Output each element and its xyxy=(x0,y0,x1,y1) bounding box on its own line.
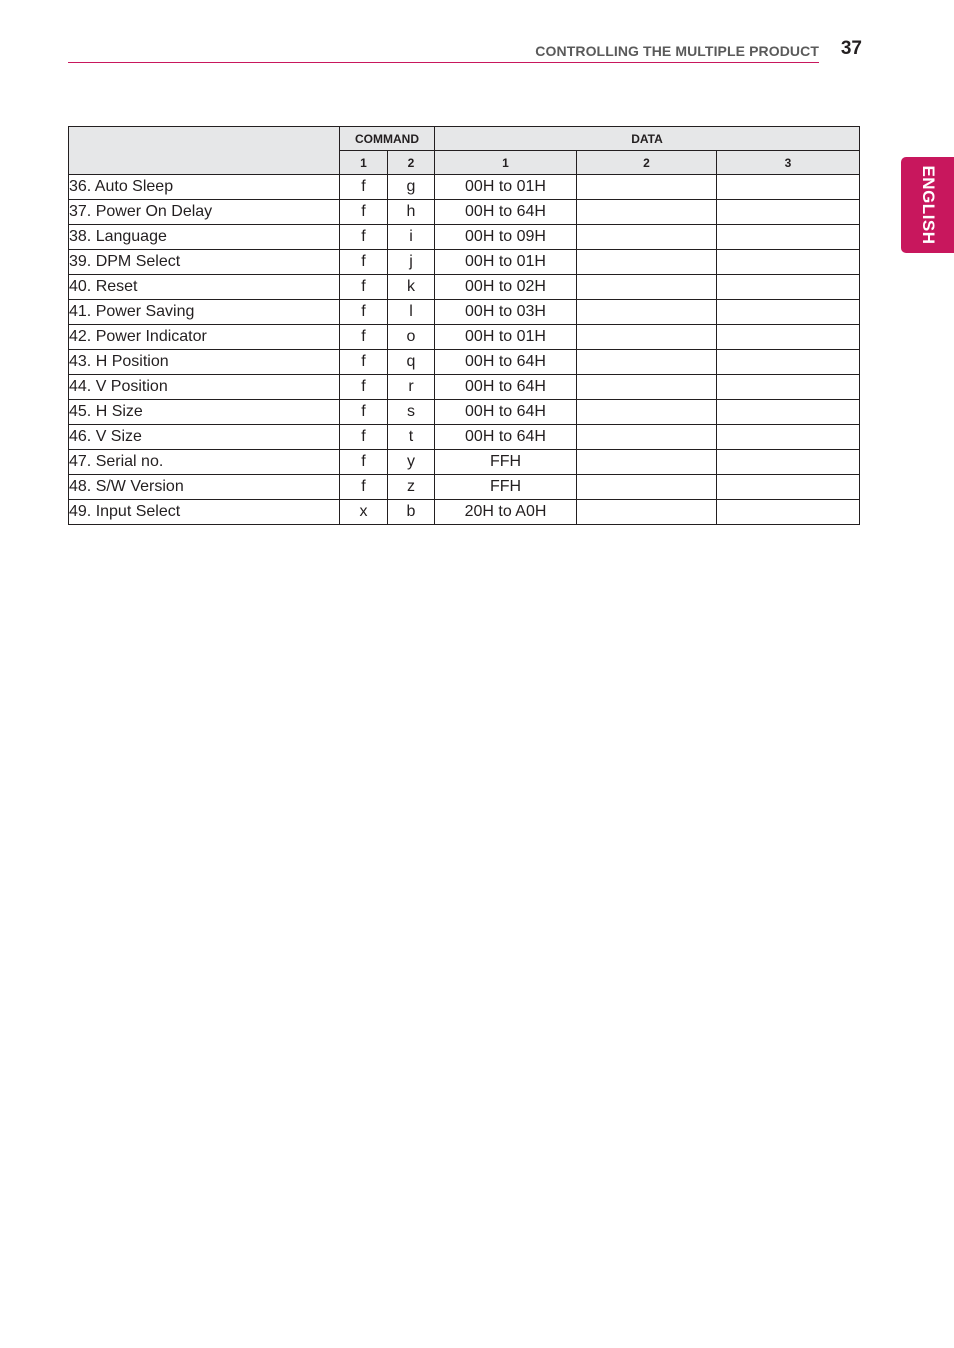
data-1-cell: 00H to 64H xyxy=(435,400,577,425)
data-group-header: DATA xyxy=(435,127,860,151)
data-3-cell xyxy=(717,325,860,350)
command-1-cell: f xyxy=(340,200,388,225)
command-1-cell: f xyxy=(340,450,388,475)
command-2-cell: t xyxy=(388,425,435,450)
header-divider xyxy=(68,62,819,63)
command-2-cell: i xyxy=(388,225,435,250)
data-1-cell: 00H to 64H xyxy=(435,350,577,375)
command-2-cell: o xyxy=(388,325,435,350)
function-cell: 42. Power Indicator xyxy=(69,325,340,350)
function-cell: 43. H Position xyxy=(69,350,340,375)
command-1-cell: f xyxy=(340,300,388,325)
data-1-cell: FFH xyxy=(435,475,577,500)
table-body xyxy=(69,175,860,525)
function-cell: 38. Language xyxy=(69,225,340,250)
data-2-cell xyxy=(577,375,717,400)
command-2-cell: l xyxy=(388,300,435,325)
data-2-header: 2 xyxy=(577,151,717,175)
function-cell: 44. V Position xyxy=(69,375,340,400)
data-3-cell xyxy=(717,225,860,250)
table-row xyxy=(69,325,860,350)
table-row xyxy=(69,350,860,375)
data-2-cell xyxy=(577,500,717,525)
command-2-cell: j xyxy=(388,250,435,275)
function-cell: 40. Reset xyxy=(69,275,340,300)
table-row xyxy=(69,400,860,425)
data-1-cell: 00H to 64H xyxy=(435,200,577,225)
data-2-cell xyxy=(577,225,717,250)
data-3-cell xyxy=(717,375,860,400)
data-3-cell xyxy=(717,350,860,375)
command-1-cell: f xyxy=(340,375,388,400)
command-1-cell: f xyxy=(340,425,388,450)
data-2-cell xyxy=(577,175,717,200)
command-1-cell: f xyxy=(340,275,388,300)
data-2-cell xyxy=(577,450,717,475)
data-3-cell xyxy=(717,500,860,525)
table-row xyxy=(69,250,860,275)
command-2-cell: k xyxy=(388,275,435,300)
function-cell: 39. DPM Select xyxy=(69,250,340,275)
function-cell: 48. S/W Version xyxy=(69,475,340,500)
table-row xyxy=(69,375,860,400)
command-2-cell: b xyxy=(388,500,435,525)
command-2-header: 2 xyxy=(388,151,435,175)
command-2-cell: z xyxy=(388,475,435,500)
function-cell: 46. V Size xyxy=(69,425,340,450)
command-2-cell: h xyxy=(388,200,435,225)
data-3-cell xyxy=(717,300,860,325)
function-header-cell xyxy=(69,127,340,175)
data-3-header: 3 xyxy=(717,151,860,175)
table-row xyxy=(69,450,860,475)
command-1-cell: f xyxy=(340,400,388,425)
function-cell: 47. Serial no. xyxy=(69,450,340,475)
command-1-cell: f xyxy=(340,475,388,500)
command-1-cell: f xyxy=(340,175,388,200)
table-row xyxy=(69,500,860,525)
data-2-cell xyxy=(577,325,717,350)
data-2-cell xyxy=(577,300,717,325)
data-2-cell xyxy=(577,200,717,225)
data-1-cell: 00H to 64H xyxy=(435,375,577,400)
function-cell: 37. Power On Delay xyxy=(69,200,340,225)
data-3-cell xyxy=(717,200,860,225)
table-row xyxy=(69,175,860,200)
command-1-cell: f xyxy=(340,250,388,275)
function-cell: 49. Input Select xyxy=(69,500,340,525)
table-row xyxy=(69,425,860,450)
table-row xyxy=(69,300,860,325)
language-tab xyxy=(901,157,954,253)
data-2-cell xyxy=(577,400,717,425)
command-1-header: 1 xyxy=(340,151,388,175)
data-1-cell: FFH xyxy=(435,450,577,475)
command-2-cell: y xyxy=(388,450,435,475)
data-1-header: 1 xyxy=(435,151,577,175)
data-3-cell xyxy=(717,425,860,450)
command-1-cell: f xyxy=(340,225,388,250)
command-2-cell: q xyxy=(388,350,435,375)
data-1-cell: 20H to A0H xyxy=(435,500,577,525)
data-1-cell: 00H to 02H xyxy=(435,275,577,300)
data-2-cell xyxy=(577,250,717,275)
command-group-header: COMMAND xyxy=(340,127,435,151)
table-row xyxy=(69,275,860,300)
command-1-cell: x xyxy=(340,500,388,525)
page-number: 37 xyxy=(840,38,862,59)
command-table xyxy=(68,126,860,525)
data-1-cell: 00H to 09H xyxy=(435,225,577,250)
function-cell: 36. Auto Sleep xyxy=(69,175,340,200)
command-2-cell: r xyxy=(388,375,435,400)
data-1-cell: 00H to 64H xyxy=(435,425,577,450)
function-cell: 45. H Size xyxy=(69,400,340,425)
data-1-cell: 00H to 01H xyxy=(435,325,577,350)
data-2-cell xyxy=(577,350,717,375)
data-3-cell xyxy=(717,250,860,275)
data-1-cell: 00H to 03H xyxy=(435,300,577,325)
data-3-cell xyxy=(717,475,860,500)
language-tab-label: ENGLISH xyxy=(918,165,938,245)
command-1-cell: f xyxy=(340,350,388,375)
table-row xyxy=(69,475,860,500)
data-3-cell xyxy=(717,175,860,200)
data-3-cell xyxy=(717,275,860,300)
data-2-cell xyxy=(577,425,717,450)
command-2-cell: g xyxy=(388,175,435,200)
table-row xyxy=(69,225,860,250)
data-3-cell xyxy=(717,400,860,425)
command-1-cell: f xyxy=(340,325,388,350)
section-title: CONTROLLING THE MULTIPLE PRODUCT xyxy=(535,43,819,59)
data-2-cell xyxy=(577,275,717,300)
data-3-cell xyxy=(717,450,860,475)
data-2-cell xyxy=(577,475,717,500)
table-row xyxy=(69,200,860,225)
function-cell: 41. Power Saving xyxy=(69,300,340,325)
data-1-cell: 00H to 01H xyxy=(435,175,577,200)
data-1-cell: 00H to 01H xyxy=(435,250,577,275)
command-2-cell: s xyxy=(388,400,435,425)
